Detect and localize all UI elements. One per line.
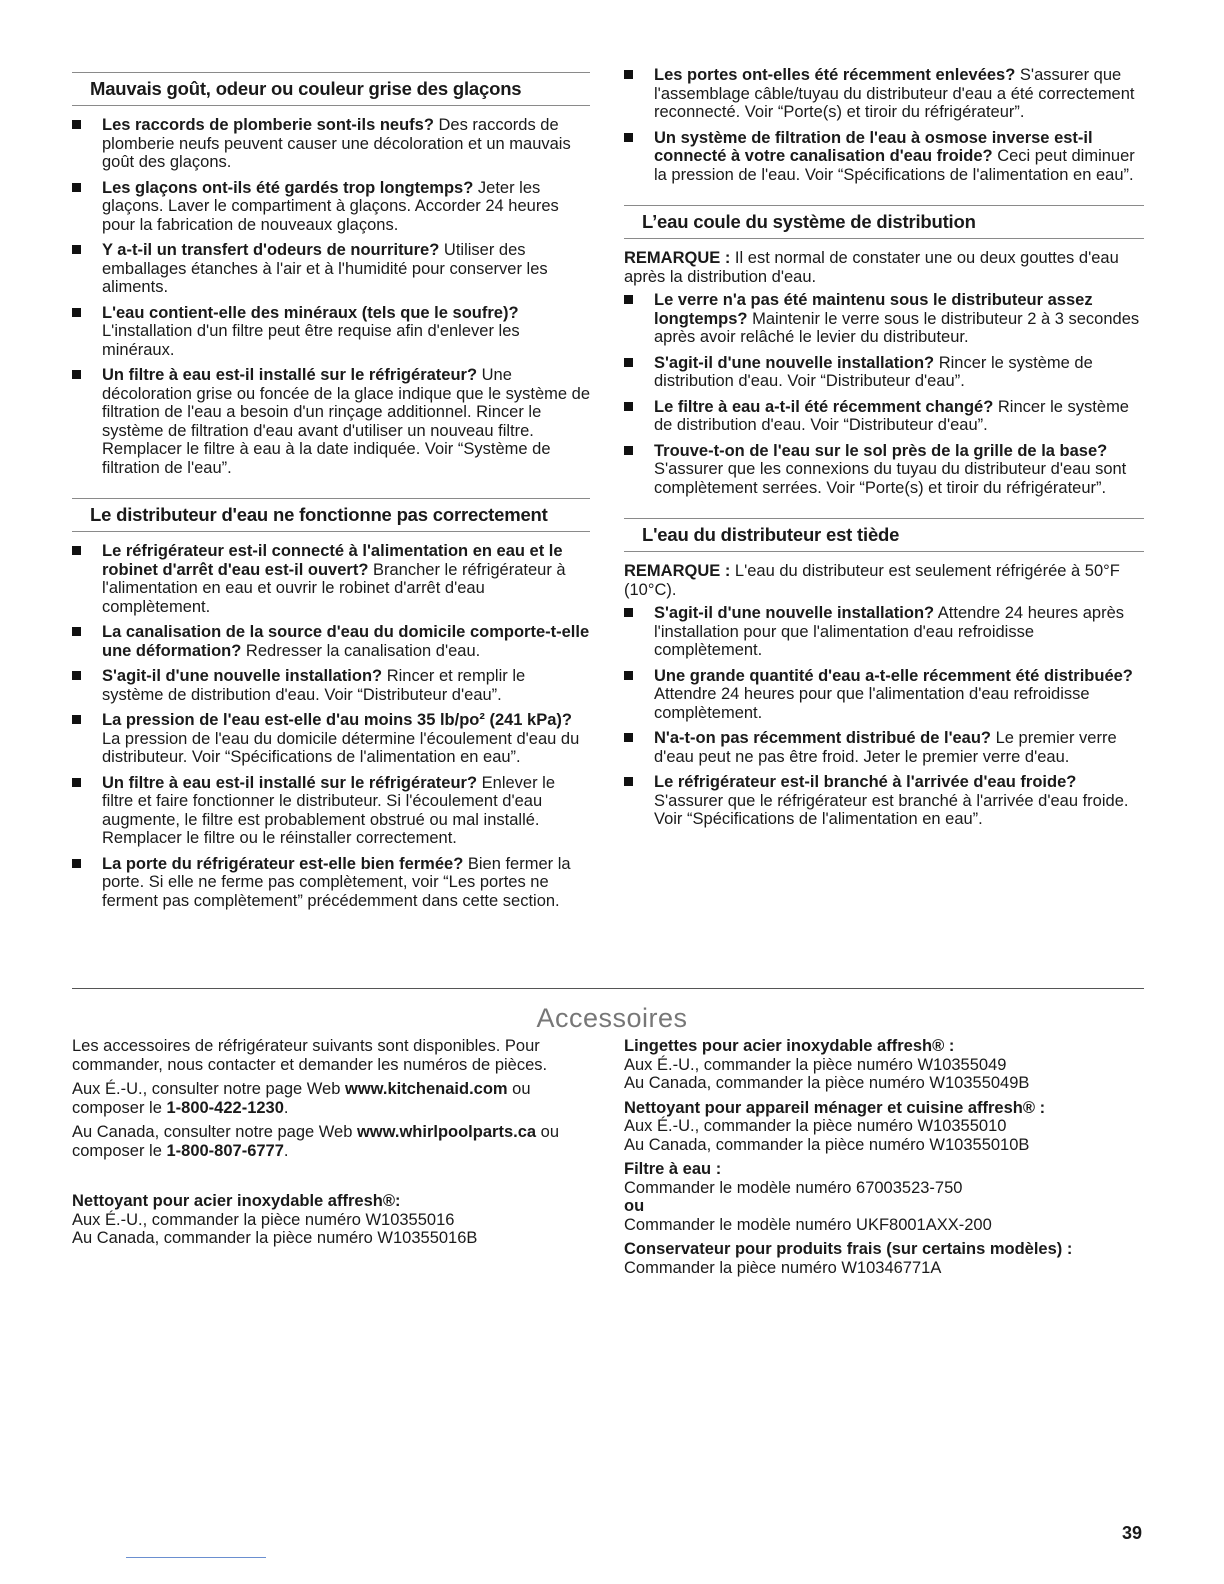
product-line: Aux É.-U., commander la pièce numéro W10355010 <box>624 1117 1007 1135</box>
us-contact-text: Aux É.-U., consulter notre page Web <box>72 1080 345 1098</box>
product-heading: ou <box>624 1197 645 1215</box>
list-item <box>624 291 1144 347</box>
item-answer: S'assurer que les connexions du tuyau du distributeur d'eau sont complètement serrées. Voir “Porte(s) et tiroir du réfrigérateur”. <box>654 460 1127 497</box>
note-label: REMARQUE : <box>624 562 731 580</box>
product-line: Au Canada, commander la pièce numéro W10355049B <box>624 1074 1030 1092</box>
product-entry <box>624 1099 1144 1155</box>
square-bullet-icon <box>72 183 81 192</box>
note <box>624 562 1144 599</box>
page-number: 39 <box>1121 1523 1142 1543</box>
list-item <box>72 116 590 172</box>
product-heading: Nettoyant pour appareil ménager et cuisine affresh® : <box>624 1098 1046 1117</box>
square-bullet-icon <box>624 295 633 304</box>
product-line: Commander le modèle numéro UKF8001AXX-200 <box>624 1215 992 1234</box>
note-label: REMARQUE : <box>624 249 731 267</box>
product-line: Au Canada, commander la pièce numéro W10355016B <box>72 1229 478 1247</box>
product-heading: Filtre à eau : <box>624 1160 722 1178</box>
list-item <box>72 623 590 660</box>
left-column <box>72 72 590 917</box>
square-bullet-icon <box>624 70 633 79</box>
square-bullet-icon <box>624 133 633 142</box>
item-question: Les glaçons ont-ils été gardés trop longtemps? <box>102 178 474 197</box>
square-bullet-icon <box>624 358 633 367</box>
us-contact-text: ou composer le <box>72 1080 531 1117</box>
item-question: Une grande quantité d'eau a-t-elle récemment été distribuée? <box>654 666 1133 685</box>
item-question: S'agit-il d'une nouvelle installation? <box>654 604 935 622</box>
section-heading-water-lukewarm: L'eau du distributeur est tiède <box>624 518 1144 552</box>
item-question: S'agit-il d'une nouvelle installation? <box>654 353 935 372</box>
item-question: Le filtre à eau a-t-il été récemment changé? <box>654 397 994 416</box>
square-bullet-icon <box>72 778 81 787</box>
list-item <box>624 604 1144 660</box>
item-answer: Des raccords de plomberie neufs peuvent causer une décoloration et un mauvais goût des glaçons. <box>102 116 571 171</box>
accessories-divider <box>72 988 1144 989</box>
item-question: L'eau contient-elle des minéraux (tels que le soufre)? <box>102 303 519 322</box>
product-heading: Conservateur pour produits frais (sur certains modèles) : <box>624 1240 1073 1258</box>
section-heading-water-leaks: L’eau coule du système de distribution <box>624 205 1144 239</box>
item-question: Le verre n'a pas été maintenu sous le distributeur assez longtemps? <box>654 291 1093 328</box>
item-answer: Rincer le système de distribution d'eau. Voir “Distributeur d'eau”. <box>654 353 1093 390</box>
square-bullet-icon <box>624 402 633 411</box>
list-item <box>72 542 590 616</box>
square-bullet-icon <box>72 715 81 724</box>
item-answer: Attendre 24 heures pour que l'alimentation d'eau refroidisse complètement. <box>654 685 1090 722</box>
product-entry <box>624 1197 1144 1234</box>
list-item <box>72 855 590 911</box>
item-question: La porte du réfrigérateur est-elle bien fermée? <box>102 854 464 873</box>
list-item <box>72 774 590 848</box>
item-answer: L'installation d'un filtre peut être requise afin d'enlever les minéraux. <box>102 322 520 359</box>
list-item <box>624 729 1144 766</box>
item-answer: Une décoloration grise ou foncée de la glace indique que le système de filtration de l'eau a besoin d'un rinçage additionnel. Rincer le système de filtration d'eau avant d'utiliser un nouveau filtre. Remplacer le filtre à eau à la date indiquée. Voir “Système de filtration de l'eau”. <box>102 366 590 477</box>
item-list <box>72 542 590 910</box>
canada-contact-text: . <box>283 1141 289 1160</box>
canada-contact <box>72 1123 592 1160</box>
item-list <box>72 116 590 477</box>
item-answer: Ceci peut diminuer la pression de l'eau. Voir “Spécifications de l'alimentation en eau”. <box>654 147 1135 184</box>
product-line: Au Canada, commander la pièce numéro W10355010B <box>624 1135 1030 1154</box>
item-question: La canalisation de la source d'eau du domicile comporte-t-elle une déformation? <box>102 623 590 660</box>
product-line: Commander la pièce numéro W10346771A <box>624 1258 942 1277</box>
canada-website-link[interactable]: www.whirlpoolparts.ca <box>356 1123 537 1141</box>
accessories-intro: Les accessoires de réfrigérateur suivants sont disponibles. Pour commander, nous contacter et demander les numéros de pièces. <box>72 1037 548 1074</box>
canada-contact-text: ou composer le <box>72 1123 559 1160</box>
list-item <box>72 711 590 767</box>
product-entry <box>624 1240 1144 1277</box>
list-item <box>72 179 590 235</box>
item-answer: Brancher le réfrigérateur à l'alimentation en eau et ouvrir le robinet d'arrêt d'eau complètement. <box>102 560 566 616</box>
us-phone-number: 1-800-422-1230 <box>166 1098 284 1117</box>
item-answer: Le premier verre d'eau peut ne pas être froid. Jeter le premier verre d'eau. <box>654 729 1117 766</box>
product-heading: Lingettes pour acier inoxydable affresh® : <box>624 1037 955 1055</box>
list-item <box>624 442 1144 498</box>
list-item <box>624 354 1144 391</box>
item-answer: Redresser la canalisation d'eau. <box>241 641 481 660</box>
item-answer: Attendre 24 heures après l'installation pour que l'alimentation d'eau refroidisse complètement. <box>654 604 1125 659</box>
list-item <box>72 304 590 360</box>
square-bullet-icon <box>72 245 81 254</box>
us-contact <box>72 1080 592 1117</box>
list-item <box>624 667 1144 723</box>
footer-rule <box>126 1557 266 1558</box>
item-answer: S'assurer que le réfrigérateur est branché à l'arrivée d'eau froide. Voir “Spécifications de l'alimentation en eau”. <box>654 791 1129 828</box>
item-answer: Utiliser des emballages étanches à l'air et à l'humidité pour conserver les aliments. <box>102 241 548 296</box>
item-list <box>624 291 1144 497</box>
square-bullet-icon <box>624 608 633 617</box>
product-heading: Nettoyant pour acier inoxydable affresh®: <box>72 1192 401 1210</box>
list-item <box>624 66 1144 122</box>
accessories-right-column <box>624 1037 1144 1283</box>
item-question: Un système de filtration de l'eau à osmose inverse est-il connecté à votre canalisation d'eau froide? <box>654 128 1093 165</box>
product-line: Commander le modèle numéro 67003523-750 <box>624 1178 963 1197</box>
item-question: Le réfrigérateur est-il connecté à l'alimentation en eau et le robinet d'arrêt d'eau est-il ouvert? <box>102 542 563 579</box>
list-item <box>624 398 1144 435</box>
item-answer: Jeter les glaçons. Laver le compartiment à glaçons. Accorder 24 heures pour la fabrication de nouveaux glaçons. <box>102 178 559 234</box>
square-bullet-icon <box>72 627 81 636</box>
section-heading-bad-taste: Mauvais goût, odeur ou couleur grise des glaçons <box>72 72 590 106</box>
square-bullet-icon <box>624 446 633 455</box>
item-question: Les portes ont-elles été récemment enlevées? <box>654 66 1016 84</box>
product-line: Aux É.-U., commander la pièce numéro W10355016 <box>72 1210 455 1229</box>
list-item <box>72 667 590 704</box>
canada-contact-text: Au Canada, consulter notre page Web <box>72 1123 357 1141</box>
item-question: Y a-t-il un transfert d'odeurs de nourriture? <box>102 241 440 259</box>
item-list <box>624 604 1144 829</box>
square-bullet-icon <box>72 546 81 555</box>
item-answer: S'assurer que l'assemblage câble/tuyau du distributeur d'eau a été correctement reconnecté. Voir “Porte(s) et tiroir du réfrigérateur”. <box>654 66 1135 121</box>
canada-phone-number: 1-800-807-6777 <box>166 1141 284 1160</box>
list-item <box>624 773 1144 829</box>
list-item <box>72 241 590 297</box>
item-question: Un filtre à eau est-il installé sur le réfrigérateur? <box>102 366 478 384</box>
square-bullet-icon <box>624 671 633 680</box>
square-bullet-icon <box>72 859 81 868</box>
item-question: Les raccords de plomberie sont-ils neufs? <box>102 116 434 134</box>
list-item <box>624 129 1144 185</box>
item-list <box>624 66 1144 184</box>
item-answer: Rincer et remplir le système de distribution d'eau. Voir “Distributeur d'eau”. <box>102 667 526 704</box>
item-question: Trouve-t-on de l'eau sur le sol près de la grille de la base? <box>654 441 1108 460</box>
note-text: Il est normal de constater une ou deux gouttes d'eau après la distribution d'eau. <box>624 249 1119 286</box>
item-answer: Rincer le système de distribution d'eau. Voir “Distributeur d'eau”. <box>654 397 1129 434</box>
accessories-title: Accessoires <box>536 1003 688 1033</box>
right-column <box>624 66 1144 836</box>
product-line: Aux É.-U., commander la pièce numéro W10355049 <box>624 1055 1007 1074</box>
note <box>624 249 1144 286</box>
item-answer: Enlever le filtre et faire fonctionner le distributeur. Si l'écoulement d'eau augmente, le filtre est probablement obstrué ou mal installé. Remplacer le filtre ou le réinstaller correctement. <box>102 773 556 847</box>
list-item <box>72 366 590 477</box>
product-entry <box>624 1037 1144 1093</box>
square-bullet-icon <box>72 308 81 317</box>
note-text: L'eau du distributeur est seulement réfrigérée à 50°F (10°C). <box>624 562 1120 599</box>
item-answer: Bien fermer la porte. Si elle ne ferme pas complètement, voir “Les portes ne ferment pas complètement” précédemment dans cette section. <box>102 854 571 910</box>
us-website-link[interactable]: www.kitchenaid.com <box>345 1080 508 1098</box>
item-question: Un filtre à eau est-il installé sur le réfrigérateur? <box>102 773 478 792</box>
item-question: Le réfrigérateur est-il branché à l'arrivée d'eau froide? <box>654 773 1077 791</box>
square-bullet-icon <box>72 671 81 680</box>
item-question: S'agit-il d'une nouvelle installation? <box>102 667 383 685</box>
us-contact-text: . <box>283 1098 289 1117</box>
accessories-left-column <box>72 1037 592 1254</box>
item-answer: La pression de l'eau du domicile détermine l'écoulement d'eau du distributeur. Voir “Spécifications de l'alimentation en eau”. <box>102 729 580 766</box>
square-bullet-icon <box>624 777 633 786</box>
item-question: N'a-t-on pas récemment distribué de l'eau? <box>654 729 992 747</box>
product-entry <box>72 1192 592 1248</box>
item-question: La pression de l'eau est-elle d'au moins 35 lb/po² (241 kPa)? <box>102 711 572 729</box>
square-bullet-icon <box>624 733 633 742</box>
item-answer: Maintenir le verre sous le distributeur 2 à 3 secondes après avoir relâché le levier du distributeur. <box>654 309 1140 346</box>
square-bullet-icon <box>72 370 81 379</box>
section-heading-dispenser-not-working: Le distributeur d'eau ne fonctionne pas correctement <box>72 498 590 532</box>
square-bullet-icon <box>72 120 81 129</box>
product-entry <box>624 1160 1144 1197</box>
